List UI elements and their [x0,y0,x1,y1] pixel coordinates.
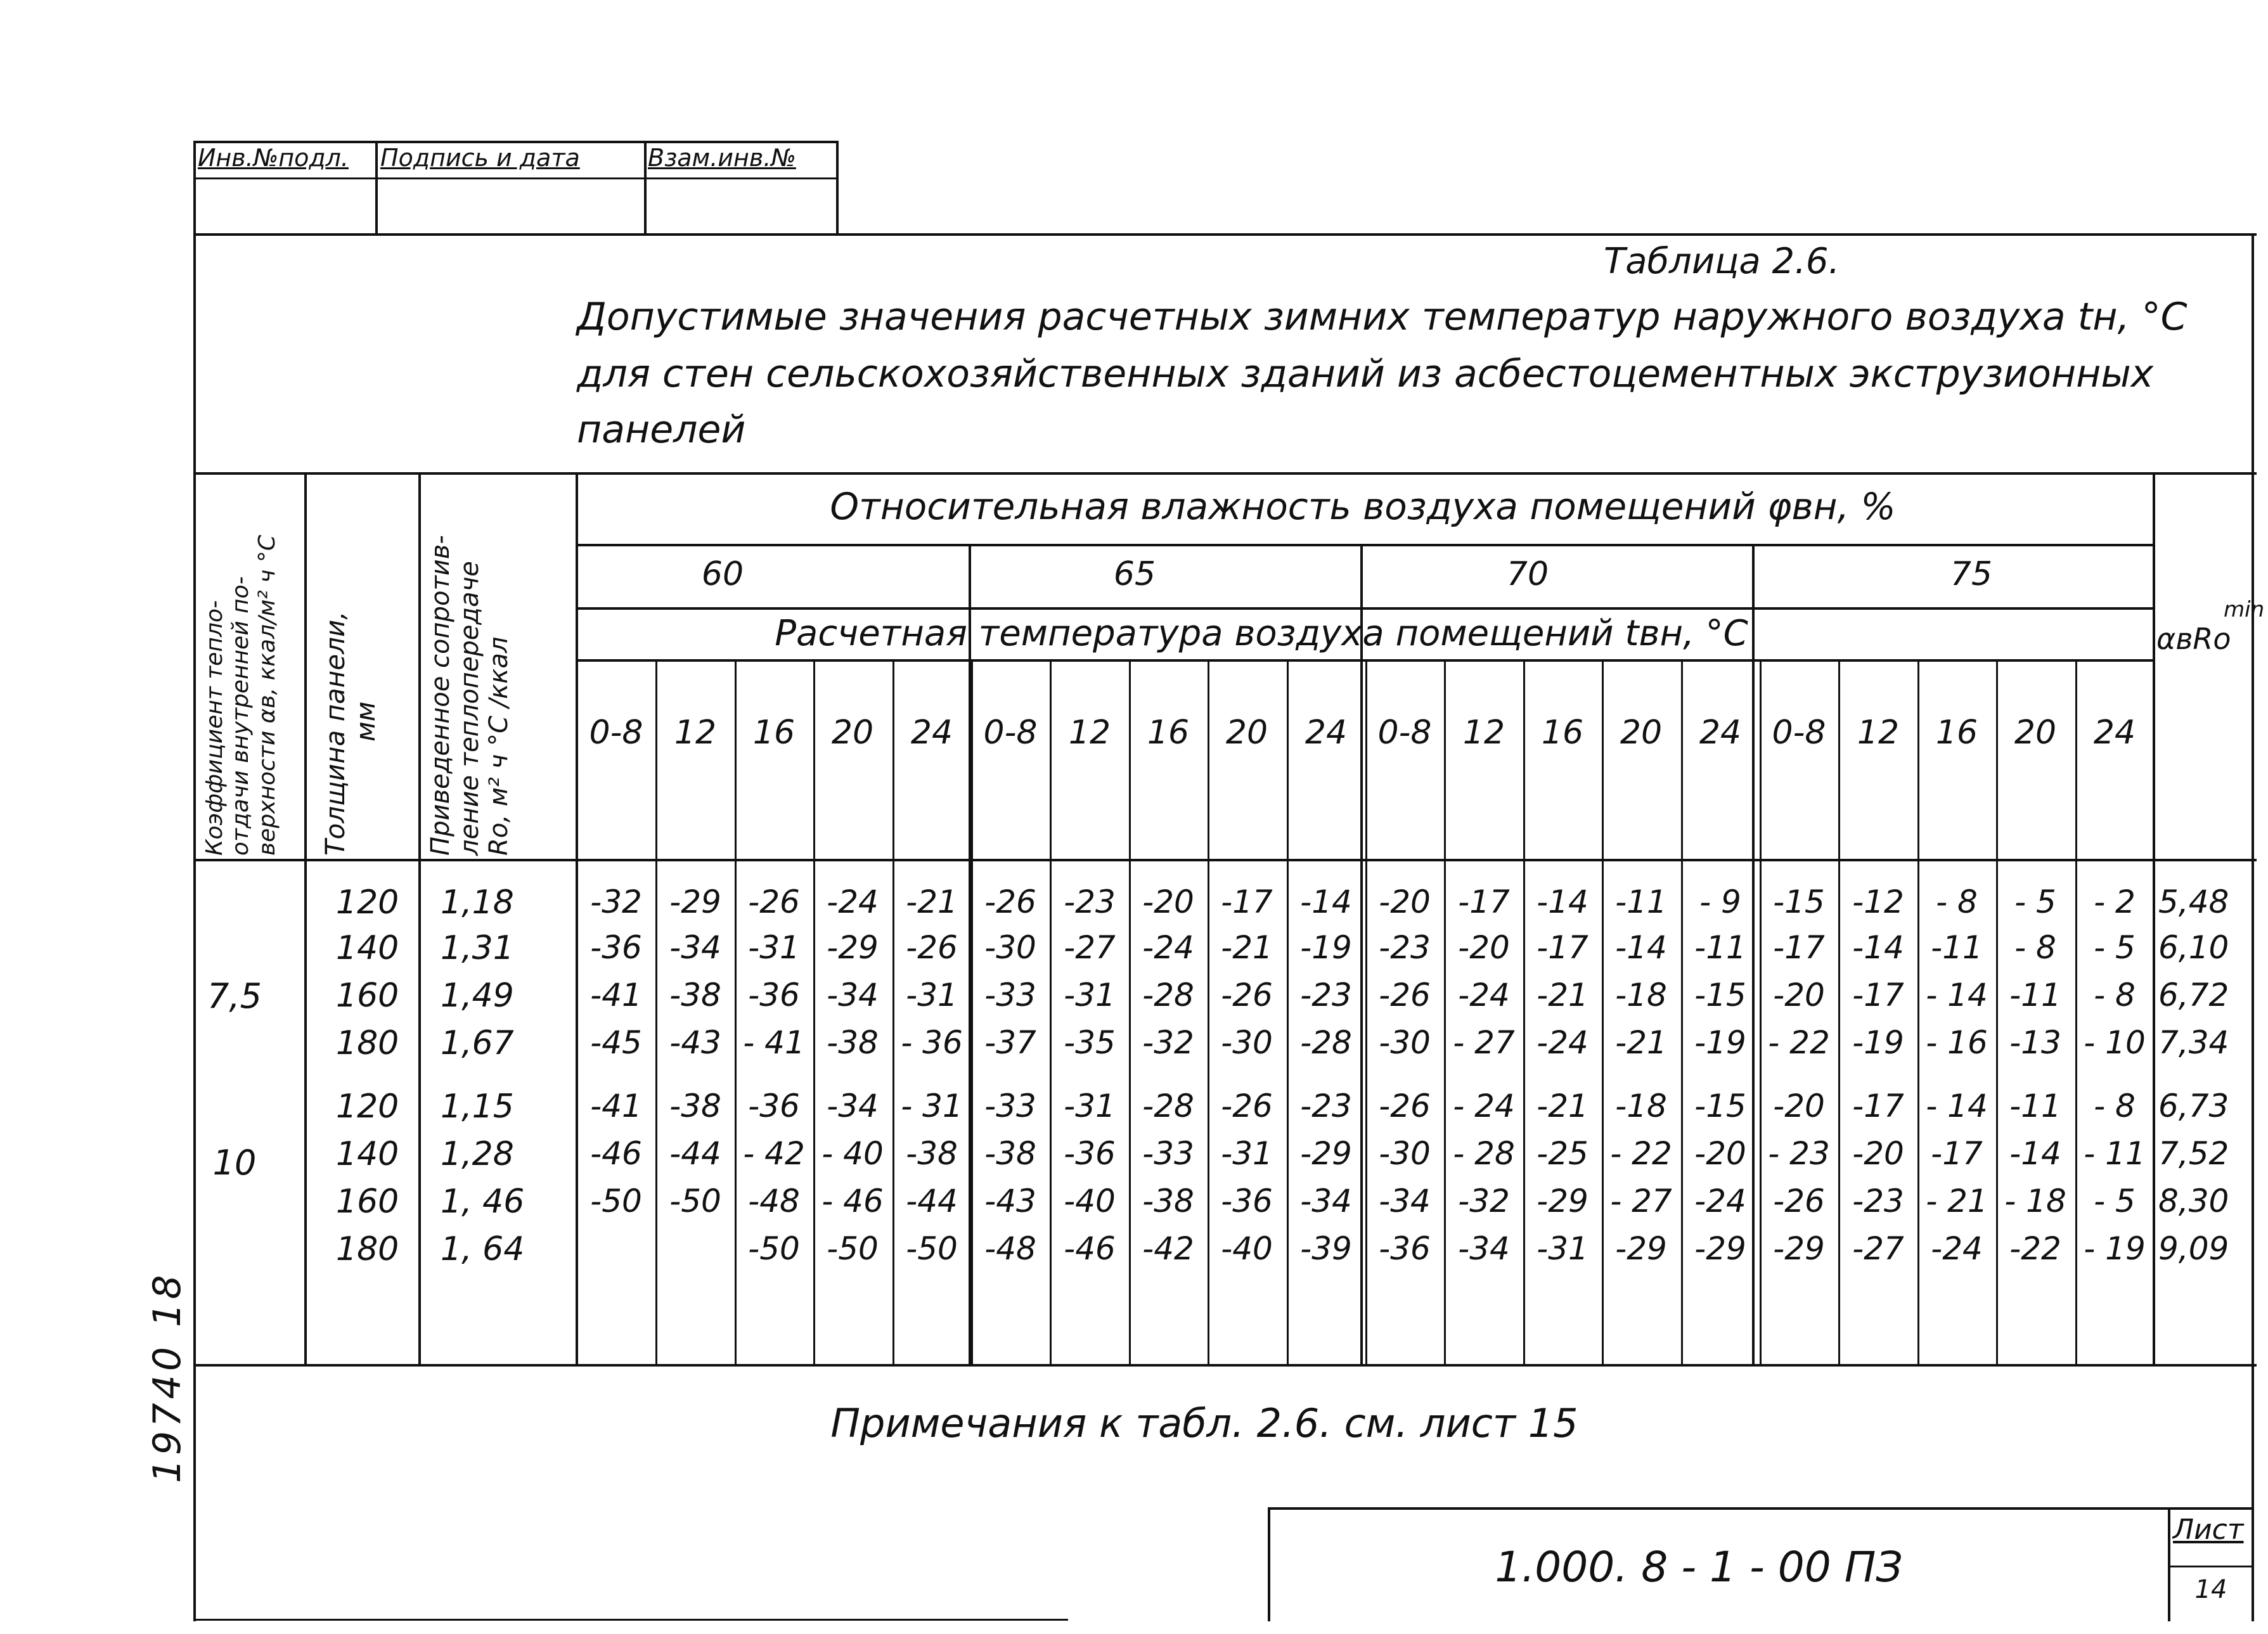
temperature-cell: -21 [1615,1024,1667,1061]
title-line-1: Допустимые значения расчетных зимних температур наружного воздуха tн, °С [577,295,2187,339]
sheet-number: 14 [2194,1575,2227,1604]
temperature-cell: -46 [590,1135,642,1172]
stamp-podpis-data: Подпись и дата [380,144,580,172]
temperature-cell: -23 [1300,977,1352,1013]
temperature-cell: -31 [1064,977,1116,1013]
temperature-cell: -44 [669,1135,721,1172]
stamp-vzam-inv: Взам.инв.№ [648,144,796,172]
temp-header-cell: 12 [1857,714,1900,752]
temperature-cell: -17 [1537,929,1588,966]
temperature-cell: -17 [1458,884,1510,920]
temperature-cell: - 42 [743,1135,805,1172]
temperature-cell: -43 [669,1024,721,1061]
thickness-cell: 160 [336,1183,399,1221]
temperature-cell: -26 [1221,977,1273,1013]
temperature-cell: -28 [1142,1088,1194,1124]
temp-header-cell: 20 [1225,714,1268,752]
temperature-cell: -38 [827,1024,879,1061]
temperature-cell: -15 [1694,977,1746,1013]
header-humidity: Относительная влажность воздуха помещений φвн, % [830,485,1896,528]
temperature-cell: - 27 [1453,1024,1515,1061]
temperature-cell: -50 [827,1230,879,1267]
temp-header-cell: 0-8 [589,714,643,752]
temperature-cell: -24 [1537,1024,1588,1061]
temperature-cell: - 31 [901,1088,963,1124]
temperature-cell: - 16 [1926,1024,1988,1061]
temperature-cell: -24 [1694,1183,1746,1219]
column-divider [2075,659,2077,1366]
temperature-cell: -15 [1694,1088,1746,1124]
temperature-cell: -41 [590,977,642,1013]
temperature-cell: -13 [2009,1024,2061,1061]
column-divider [892,659,894,1366]
temp-header-cell: 16 [1935,714,1978,752]
temperature-cell: -21 [906,884,958,920]
temperature-cell: - 14 [1926,1088,1988,1124]
temperature-cell: - 8 [2014,929,2056,966]
temperature-cell: - 19 [2084,1230,2146,1267]
temperature-cell: -26 [1773,1183,1825,1219]
column-divider [1917,659,1919,1366]
temperature-cell: -43 [984,1183,1036,1219]
document-code: 1.000. 8 - 1 - 00 ПЗ [1495,1543,1903,1592]
resistance-cell: 1,18 [441,884,514,922]
side-number: 19740 18 [145,1271,190,1483]
temperature-cell: - 14 [1926,977,1988,1013]
temperature-cell: - 8 [1936,884,1978,920]
temperature-cell: -29 [669,884,721,920]
column-divider [1838,659,1840,1366]
temperature-cell: -38 [984,1135,1036,1172]
column-divider [1208,659,1209,1366]
temp-header-cell: 20 [2014,714,2057,752]
ab-ro-min-cell: 6,10 [2158,929,2229,966]
temperature-cell: -20 [1773,977,1825,1013]
temperature-cell: -26 [1221,1088,1273,1124]
temperature-cell: -50 [748,1230,800,1267]
temperature-cell: -14 [1537,884,1588,920]
temperature-cell: -29 [1615,1230,1667,1267]
column-divider [1287,659,1289,1366]
temp-header-cell: 0-8 [983,714,1038,752]
temperature-cell: -17 [1773,929,1825,966]
temperature-cell: - 10 [2084,1024,2146,1061]
temperature-cell: -27 [1852,1230,1904,1267]
temperature-cell: -34 [1458,1230,1510,1267]
thickness-cell: 120 [336,1088,399,1126]
header-coef [202,475,280,856]
temperature-cell: -11 [2009,1088,2061,1124]
temperature-cell: - 18 [2004,1183,2066,1219]
temperature-cell: -18 [1615,1088,1667,1124]
temperature-cell: -31 [1064,1088,1116,1124]
sheet-label: Лист [2173,1514,2244,1546]
temperature-cell: -20 [1694,1135,1746,1172]
temperature-cell: -21 [1537,977,1588,1013]
temperature-cell: -25 [1537,1135,1588,1172]
temperature-cell: -28 [1300,1024,1352,1061]
temperature-cell: -29 [1773,1230,1825,1267]
temperature-cell: -24 [1458,977,1510,1013]
temperature-cell: -26 [984,884,1036,920]
temperature-cell: -40 [1221,1230,1273,1267]
ab-ro-min-cell: 8,30 [2158,1183,2229,1219]
temperature-cell: -44 [906,1183,958,1219]
temperature-cell: -34 [827,977,879,1013]
temperature-cell: -33 [984,977,1036,1013]
temperature-cell: -14 [1615,929,1667,966]
temperature-cell: - 22 [1610,1135,1672,1172]
header-last-col-sup: min [2224,597,2265,622]
temperature-cell: -11 [2009,977,2061,1013]
coef-value: 10 [212,1143,257,1183]
temperature-cell: -26 [906,929,958,966]
temperature-cell: -39 [1300,1230,1352,1267]
temperature-cell: -17 [1852,977,1904,1013]
temperature-cell: -48 [984,1230,1036,1267]
ab-ro-min-cell: 7,34 [2158,1024,2229,1061]
resistance-cell: 1,28 [441,1135,514,1173]
ab-ro-min-cell: 6,73 [2158,1088,2229,1124]
temperature-cell: -32 [1142,1024,1194,1061]
temperature-cell: -21 [1537,1088,1588,1124]
temperature-cell: -36 [748,1088,800,1124]
thickness-cell: 160 [336,977,399,1015]
temperature-cell: - 5 [2094,929,2136,966]
temperature-cell: -38 [669,977,721,1013]
temp-header-cell: 0-8 [1772,714,1826,752]
temperature-cell: -37 [984,1024,1036,1061]
temperature-cell: -36 [590,929,642,966]
temperature-cell: -38 [1142,1183,1194,1219]
temperature-cell: -46 [1064,1230,1116,1267]
column-divider [1444,659,1446,1366]
temperature-cell: -48 [748,1183,800,1219]
column-divider [1050,659,1052,1366]
header-resistance [426,475,513,856]
temperature-cell: -34 [827,1088,879,1124]
humidity-group-75: 75 [1950,555,1993,593]
temperature-cell: -33 [1142,1135,1194,1172]
header-last-col [2156,622,2231,656]
temperature-cell: - 9 [1699,884,1741,920]
temperature-cell: -50 [669,1183,721,1219]
column-divider [971,659,973,1366]
temperature-cell: - 23 [1768,1135,1830,1172]
temperature-cell: - 8 [2094,1088,2136,1124]
bottom-border [193,1619,1068,1621]
temperature-cell: -11 [1615,884,1667,920]
temperature-cell: -23 [1852,1183,1904,1219]
thickness-cell: 140 [336,929,399,967]
temperature-cell: -20 [1852,1135,1904,1172]
temperature-cell: -36 [1221,1183,1273,1219]
temp-header-cell: 16 [1147,714,1190,752]
stamp-inv-podl: Инв.№подл. [198,144,349,172]
temp-header-cell: 16 [1541,714,1584,752]
temperature-cell: -42 [1142,1230,1194,1267]
resistance-cell: 1,67 [441,1024,514,1062]
column-divider [813,659,815,1366]
temperature-cell: -31 [1221,1135,1273,1172]
temperature-cell: -18 [1615,977,1667,1013]
temperature-cell: - 5 [2094,1183,2136,1219]
temperature-cell: -29 [827,929,879,966]
temperature-cell: -23 [1064,884,1116,920]
temperature-cell: -17 [1852,1088,1904,1124]
note: Примечания к табл. 2.6. см. лист 15 [830,1400,1578,1446]
temperature-cell: - 40 [822,1135,884,1172]
column-divider [1365,659,1367,1366]
temp-header-cell: 24 [2093,714,2136,752]
temperature-cell: -17 [1931,1135,1983,1172]
resistance-cell: 1, 64 [441,1230,525,1268]
header-thickness-line-2: мм [350,701,382,742]
temperature-cell: - 24 [1453,1088,1515,1124]
column-divider [1129,659,1131,1366]
ab-ro-min-cell: 5,48 [2158,884,2229,920]
temperature-cell: -26 [748,884,800,920]
temperature-cell: -14 [1300,884,1352,920]
temperature-cell: -12 [1852,884,1904,920]
temperature-cell: -29 [1537,1183,1588,1219]
temp-header-cell: 24 [1699,714,1742,752]
header-coef-line-1: Коэффициент тепло- [202,600,228,856]
temp-header-cell: 12 [1462,714,1505,752]
header-temperature: Расчетная температура воздуха помещений tвн, °С [775,613,1748,654]
temperature-cell: -29 [1300,1135,1352,1172]
temperature-cell: - 41 [743,1024,805,1061]
temperature-cell: -24 [1142,929,1194,966]
header-resistance-line-1: Приведенное сопротив- [426,535,455,856]
column-divider [1602,659,1604,1366]
temperature-cell: -41 [590,1088,642,1124]
temperature-cell: -14 [2009,1135,2061,1172]
temperature-cell: -24 [827,884,879,920]
temperature-cell: -20 [1379,884,1431,920]
temperature-cell: - 28 [1453,1135,1515,1172]
humidity-group-60: 60 [701,555,744,593]
thickness-cell: 120 [336,884,399,922]
header-coef-line-3: верхности αв, ккал/м² ч °С [254,534,280,856]
temperature-cell: -20 [1142,884,1194,920]
header-resistance-line-3: Ro, м² ч °С /ккал [484,636,513,856]
temperature-cell: -30 [984,929,1036,966]
temperature-cell: -23 [1300,1088,1352,1124]
temperature-cell: -50 [590,1183,642,1219]
coef-value: 7,5 [207,976,262,1016]
temperature-cell: -29 [1694,1230,1746,1267]
ab-ro-min-cell: 7,52 [2158,1135,2229,1172]
column-divider [655,659,657,1366]
temperature-cell: -26 [1379,977,1431,1013]
header-coef-line-2: отдачи внутренней по- [228,576,254,856]
temperature-cell: -21 [1221,929,1273,966]
temperature-cell: -35 [1064,1024,1116,1061]
temperature-cell: - 5 [2014,884,2056,920]
temperature-cell: -31 [1537,1230,1588,1267]
temperature-cell: - 11 [2084,1135,2146,1172]
temperature-cell: -40 [1064,1183,1116,1219]
temperature-cell: -36 [748,977,800,1013]
temperature-cell: -19 [1694,1024,1746,1061]
header-last-col-main: αвRo [2156,622,2231,656]
temp-header-cell: 16 [752,714,796,752]
temperature-cell: -17 [1221,884,1273,920]
temperature-cell: -45 [590,1024,642,1061]
temp-header-cell: 12 [1068,714,1111,752]
temperature-cell: -20 [1773,1088,1825,1124]
ab-ro-min-cell: 6,72 [2158,977,2229,1013]
temperature-cell: -11 [1694,929,1746,966]
thickness-cell: 140 [336,1135,399,1173]
resistance-cell: 1, 46 [441,1183,525,1221]
table-label: Таблица 2.6. [1604,241,1840,282]
header-thickness [320,475,382,856]
temperature-cell: -20 [1458,929,1510,966]
temperature-cell: -24 [1931,1230,1983,1267]
resistance-cell: 1,31 [441,929,514,967]
humidity-group-65: 65 [1113,555,1156,593]
temperature-cell: -38 [669,1088,721,1124]
temperature-cell: -14 [1852,929,1904,966]
resistance-cell: 1,15 [441,1088,514,1126]
temperature-cell: -28 [1142,977,1194,1013]
temperature-cell: -36 [1379,1230,1431,1267]
temp-header-cell: 12 [674,714,717,752]
temperature-cell: -50 [906,1230,958,1267]
temp-header-cell: 0-8 [1377,714,1432,752]
temperature-cell: - 2 [2094,884,2136,920]
temperature-cell: -30 [1379,1135,1431,1172]
temperature-cell: - 27 [1610,1183,1672,1219]
temperature-cell: -31 [906,977,958,1013]
temperature-cell: -15 [1773,884,1825,920]
header-thickness-line-1: Толщина панели, [319,611,351,856]
column-divider [1760,659,1762,1366]
temperature-cell: -19 [1852,1024,1904,1061]
resistance-cell: 1,49 [441,977,514,1015]
title-line-3: панелей [577,408,746,452]
temperature-cell: - 21 [1926,1183,1988,1219]
temp-header-cell: 20 [1620,714,1663,752]
temperature-cell: -30 [1379,1024,1431,1061]
temperature-cell: -30 [1221,1024,1273,1061]
temperature-cell: -32 [590,884,642,920]
temperature-cell: -11 [1931,929,1983,966]
header-resistance-line-2: ление теплопередаче [455,561,484,856]
temperature-cell: -34 [1379,1183,1431,1219]
temperature-cell: -34 [669,929,721,966]
temperature-cell: -33 [984,1088,1036,1124]
column-divider [1996,659,1998,1366]
temperature-cell: - 36 [901,1024,963,1061]
temperature-cell: -31 [748,929,800,966]
temperature-cell: - 46 [822,1183,884,1219]
column-divider [1523,659,1525,1366]
temperature-cell: -27 [1064,929,1116,966]
column-divider [735,659,737,1366]
temperature-cell: -34 [1300,1183,1352,1219]
temperature-cell: -19 [1300,929,1352,966]
temperature-cell: - 8 [2094,977,2136,1013]
ab-ro-min-cell: 9,09 [2158,1230,2229,1267]
temperature-cell: -26 [1379,1088,1431,1124]
temperature-cell: -22 [2009,1230,2061,1267]
temp-header-cell: 24 [1305,714,1348,752]
temp-header-cell: 20 [831,714,874,752]
title-line-2: для стен сельскохозяйственных зданий из асбестоцементных экструзионных [577,352,2154,396]
temperature-cell: -32 [1458,1183,1510,1219]
thickness-cell: 180 [336,1024,399,1062]
temp-header-cell: 24 [910,714,953,752]
temperature-cell: - 22 [1768,1024,1830,1061]
humidity-group-70: 70 [1506,555,1549,593]
temperature-cell: -23 [1379,929,1431,966]
temperature-cell: -36 [1064,1135,1116,1172]
column-divider [1681,659,1683,1366]
temperature-cell: -38 [906,1135,958,1172]
thickness-cell: 180 [336,1230,399,1268]
